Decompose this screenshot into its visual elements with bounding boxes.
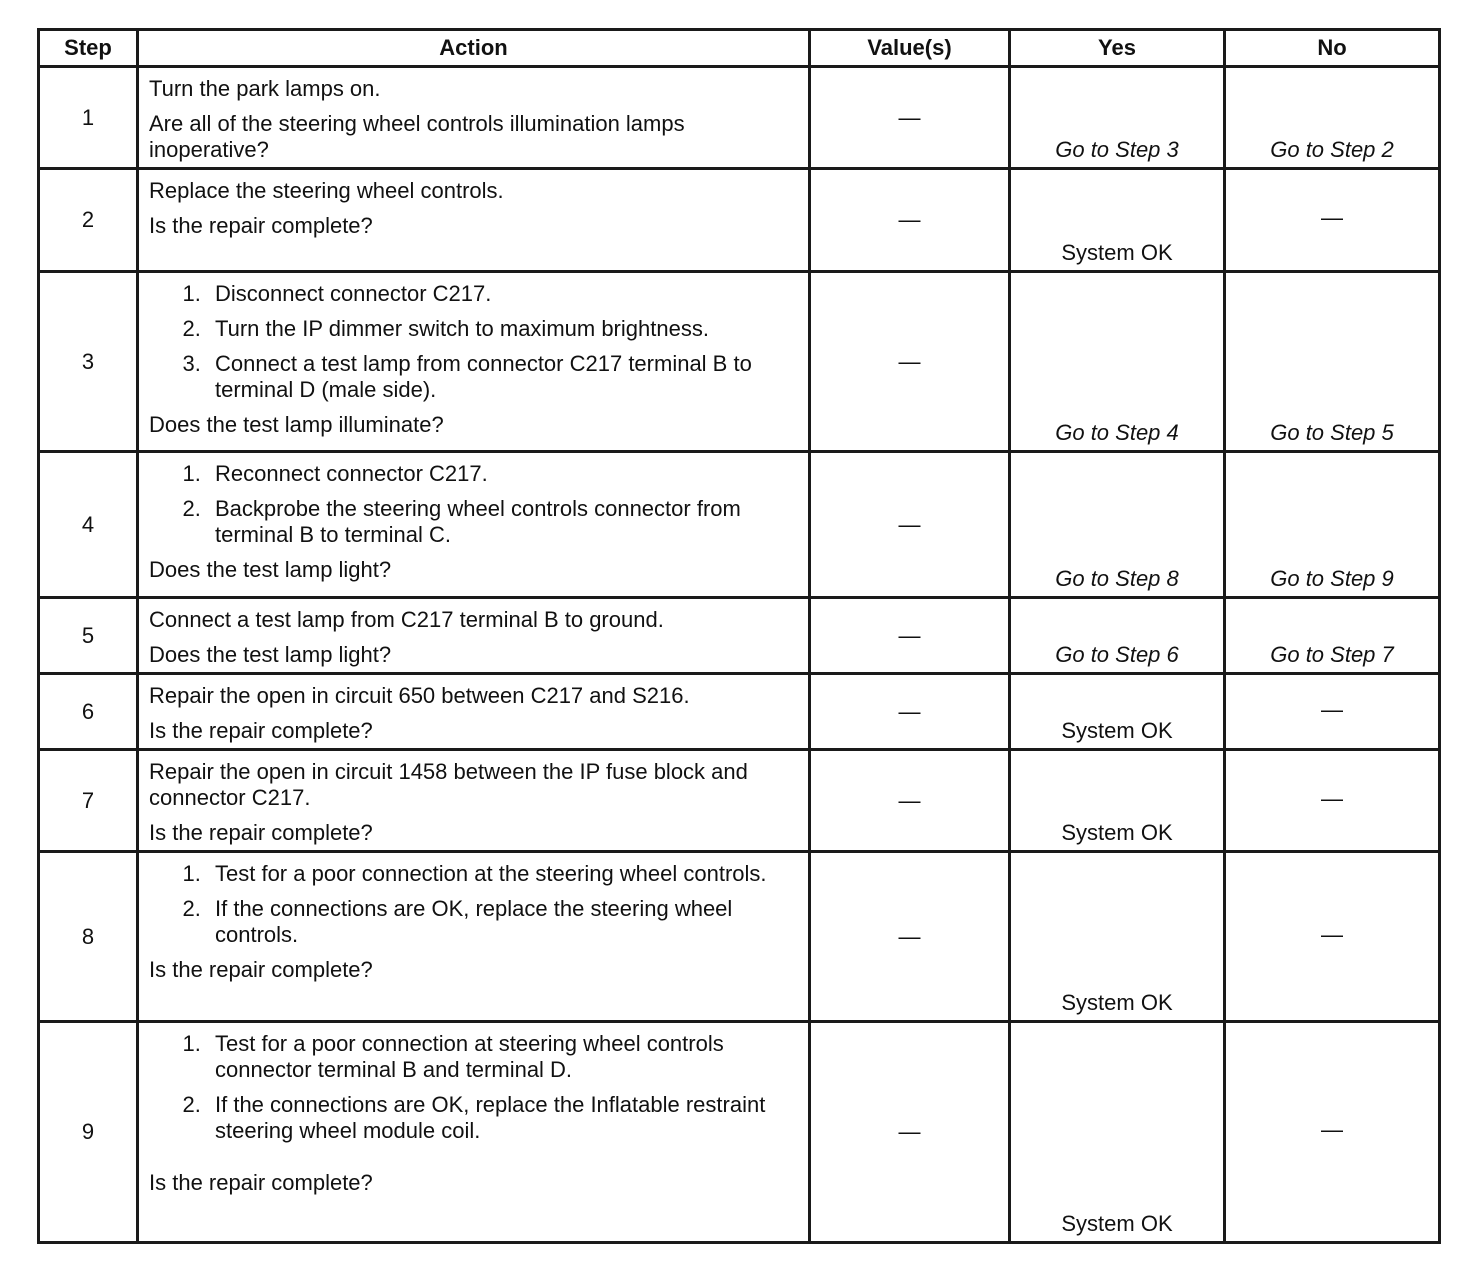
action-instruction: Connect a test lamp from C217 terminal B to ground.	[149, 607, 664, 632]
action-cell	[138, 1022, 810, 1243]
step-number: 2	[39, 169, 138, 272]
no-result	[1225, 67, 1440, 169]
table-row	[39, 852, 1440, 1022]
step-number: 6	[39, 674, 138, 750]
yes-result	[1010, 67, 1225, 169]
action-question: Is the repair complete?	[149, 820, 373, 845]
no-result-dash: —	[1321, 205, 1343, 230]
action-cell	[138, 169, 810, 272]
yes-system-ok-text: System OK	[1061, 1211, 1173, 1236]
action-step-item: 2. Turn the IP dimmer switch to maximum brightness.	[207, 316, 798, 342]
action-step-item: 3. Connect a test lamp from connector C217 terminal B to terminal D (male side).	[207, 351, 798, 403]
step-number: 9	[39, 1022, 138, 1243]
no-go-to-step-link: Go to Step 7	[1270, 642, 1394, 667]
header-values: Value(s)	[810, 30, 1010, 67]
no-result-dash: —	[1321, 785, 1343, 811]
action-question: Is the repair complete?	[149, 957, 373, 982]
yes-result	[1010, 750, 1225, 852]
table-row	[39, 169, 1440, 272]
no-go-to-step-link: Go to Step 9	[1270, 566, 1394, 591]
header-yes: Yes	[1010, 30, 1225, 67]
table-row	[39, 750, 1440, 852]
action-instruction: Turn the park lamps on.	[149, 76, 381, 101]
no-result-dash: —	[1321, 1117, 1343, 1142]
step-number: 4	[39, 452, 138, 598]
header-no: No	[1225, 30, 1440, 67]
step-number: 5	[39, 598, 138, 674]
table-row	[39, 272, 1440, 452]
value-cell: —	[810, 169, 1010, 272]
yes-system-ok-text: System OK	[1061, 990, 1173, 1015]
value-cell: —	[810, 1022, 1010, 1243]
no-result	[1225, 169, 1440, 272]
no-go-to-step-link: Go to Step 2	[1270, 137, 1394, 162]
yes-go-to-step-link: Go to Step 8	[1055, 566, 1179, 591]
yes-go-to-step-link: Go to Step 6	[1055, 642, 1179, 667]
action-question: Does the test lamp light?	[149, 557, 392, 582]
action-cell	[138, 750, 810, 852]
table-row	[39, 674, 1440, 750]
action-cell	[138, 852, 810, 1022]
action-steps-list	[149, 461, 798, 548]
yes-result	[1010, 852, 1225, 1022]
action-step-item: 2. If the connections are OK, replace the Inflatable restraint steering wheel module coil.	[207, 1092, 798, 1144]
no-result	[1225, 452, 1440, 598]
no-result	[1225, 598, 1440, 674]
action-steps-list	[149, 281, 798, 403]
action-cell	[138, 452, 810, 598]
action-instruction: Repair the open in circuit 650 between C217 and S216.	[149, 683, 690, 708]
no-result	[1225, 272, 1440, 452]
header-action: Action	[138, 30, 810, 67]
no-result-dash: —	[1321, 921, 1343, 947]
step-number: 1	[39, 67, 138, 169]
no-result	[1225, 750, 1440, 852]
no-go-to-step-link: Go to Step 5	[1270, 420, 1394, 445]
action-instruction: Repair the open in circuit 1458 between the IP fuse block and connector C217.	[149, 759, 748, 810]
diagnostic-table	[37, 28, 1441, 1244]
action-step-item: 1. Test for a poor connection at steering wheel controls connector terminal B and terminal D.	[207, 1031, 798, 1083]
table-row	[39, 452, 1440, 598]
yes-result	[1010, 674, 1225, 750]
action-cell	[138, 598, 810, 674]
action-instruction: Replace the steering wheel controls.	[149, 178, 504, 203]
action-steps-list	[149, 1031, 798, 1144]
action-step-item: 2. If the connections are OK, replace the steering wheel controls.	[207, 896, 798, 948]
action-step-item: 1. Reconnect connector C217.	[207, 461, 798, 487]
action-cell	[138, 272, 810, 452]
table-row	[39, 67, 1440, 169]
table-body	[39, 67, 1440, 1243]
table-row	[39, 598, 1440, 674]
action-cell	[138, 674, 810, 750]
yes-result	[1010, 169, 1225, 272]
yes-system-ok-text: System OK	[1061, 820, 1173, 845]
yes-go-to-step-link: Go to Step 3	[1055, 137, 1179, 162]
step-number: 8	[39, 852, 138, 1022]
no-result	[1225, 1022, 1440, 1243]
yes-result	[1010, 1022, 1225, 1243]
action-step-item: 1. Test for a poor connection at the steering wheel controls.	[207, 861, 798, 887]
no-result-dash: —	[1321, 696, 1343, 722]
value-cell: —	[810, 452, 1010, 598]
yes-go-to-step-link: Go to Step 4	[1055, 420, 1179, 445]
yes-system-ok-text: System OK	[1061, 240, 1173, 265]
yes-result	[1010, 598, 1225, 674]
action-step-item: 1. Disconnect connector C217.	[207, 281, 798, 307]
action-step-item: 2. Backprobe the steering wheel controls connector from terminal B to terminal C.	[207, 496, 798, 548]
value-cell: —	[810, 272, 1010, 452]
yes-result	[1010, 272, 1225, 452]
yes-system-ok-text: System OK	[1061, 718, 1173, 743]
step-number: 7	[39, 750, 138, 852]
action-question: Does the test lamp light?	[149, 642, 392, 667]
header-step: Step	[39, 30, 138, 67]
header-row	[39, 30, 1440, 67]
table-row	[39, 1022, 1440, 1243]
action-cell	[138, 67, 810, 169]
action-question: Is the repair complete?	[149, 213, 373, 238]
value-cell: —	[810, 598, 1010, 674]
action-question: Is the repair complete?	[149, 718, 373, 743]
value-cell: —	[810, 67, 1010, 169]
step-number: 3	[39, 272, 138, 452]
action-steps-list	[149, 861, 798, 948]
value-cell: —	[810, 750, 1010, 852]
action-question: Does the test lamp illuminate?	[149, 412, 444, 437]
no-result	[1225, 674, 1440, 750]
action-question: Are all of the steering wheel controls illumination lamps inoperative?	[149, 111, 685, 162]
action-question: Is the repair complete?	[149, 1170, 373, 1195]
value-cell: —	[810, 852, 1010, 1022]
yes-result	[1010, 452, 1225, 598]
value-cell: —	[810, 674, 1010, 750]
no-result	[1225, 852, 1440, 1022]
